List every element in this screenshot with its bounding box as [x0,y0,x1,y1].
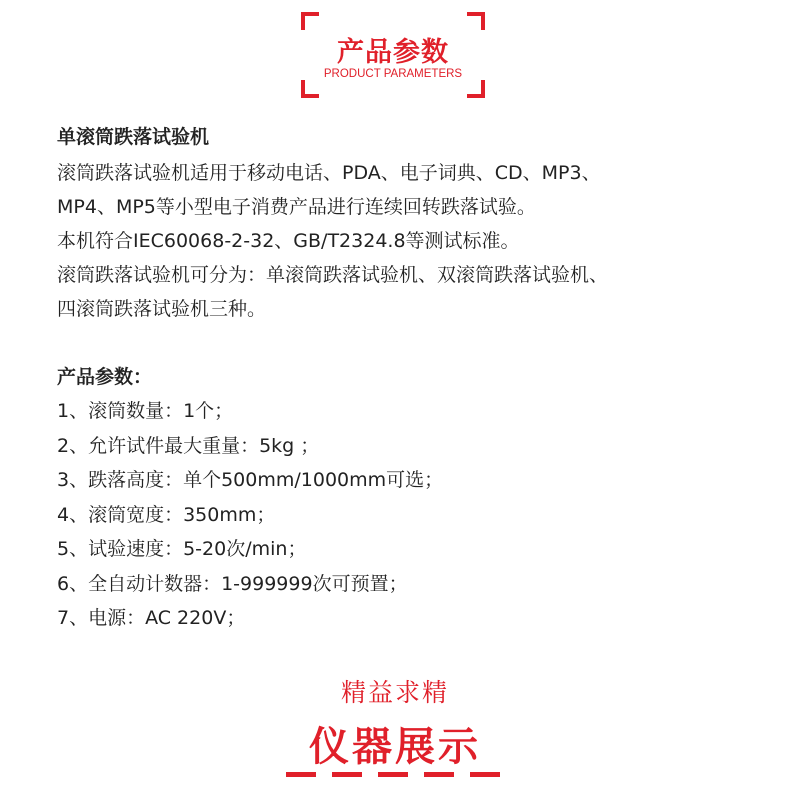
dash-icon [424,772,454,777]
param-item: 7、电源：AC 220V； [57,607,246,629]
dash-divider [286,772,500,778]
description-line: 本机符合IEC60068-2-32、GB/T2324.8等测试标准。 [57,230,520,252]
param-item: 3、跌落高度：单个500mm/1000mm可选； [57,469,444,491]
dash-icon [332,772,362,777]
description-line: 滚筒跌落试验机适用于移动电话、PDA、电子词典、CD、MP3、 [57,162,601,184]
corner-bracket-icon [301,12,319,30]
dash-icon [470,772,500,777]
params-list [57,394,757,636]
param-item: 1、滚筒数量：1个； [57,400,234,422]
description-line: 滚筒跌落试验机可分为：单滚筒跌落试验机、双滚筒跌落试验机、 [57,264,609,286]
product-name: 单滚筒跌落试验机 [57,126,210,148]
product-content [57,122,757,636]
description-line: MP4、MP5等小型电子消费产品进行连续回转跌落试验。 [57,196,536,218]
dash-icon [378,772,408,777]
description-line: 四滚筒跌落试验机三种。 [57,298,267,320]
param-item: 5、试验速度：5-20次/min； [57,538,307,560]
section-subtitle: PRODUCT PARAMETERS [323,68,463,80]
corner-bracket-icon [467,12,485,30]
param-item: 4、滚筒宽度：350mm； [57,503,276,526]
params-heading: 产品参数： [57,366,153,388]
param-item: 6、全自动计数器：1-999999次可预置； [57,572,408,595]
dash-icon [286,772,316,777]
product-description [57,156,757,326]
showcase-heading: 仪器展示 [309,724,481,770]
slogan: 精益求精 [340,678,449,707]
corner-bracket-icon [467,80,485,98]
section-header [301,12,485,98]
section-title: 产品参数 [337,37,449,68]
corner-bracket-icon [301,80,319,98]
param-item: 2、允许试件最大重量：5kg ； [57,434,320,457]
